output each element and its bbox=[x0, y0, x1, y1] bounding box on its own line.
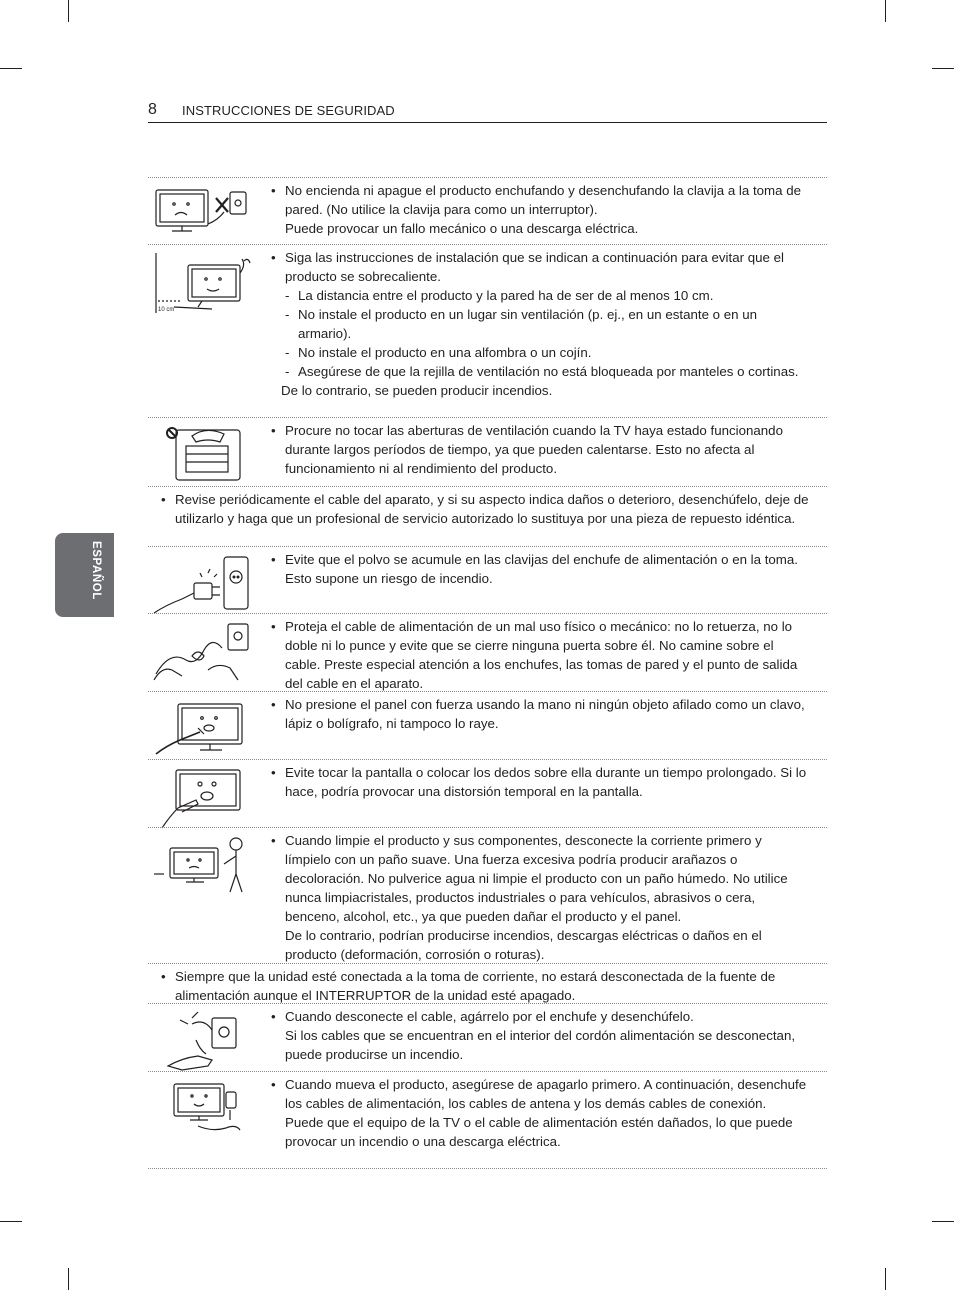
sub-item: - No instale el producto en un lugar sin ventilación (p. ej., en un estante o en un armario). bbox=[271, 305, 811, 343]
safety-item bbox=[148, 963, 827, 1003]
safety-item bbox=[148, 613, 827, 691]
bullet-text: • Cuando limpie el producto y sus componentes, desconecte la corriente primero y límpielo con un paño suave. Una fuerza excesiva podría producir arañazos o decoloración. No pulverice agua ni limpie el producto con un paño húmedo. No utilice nunca limpiacristales, productos industriales o para vehículos, abrasivos o cera, benceno, alcohol, etc., ya que pueden dañar el producto y el panel. bbox=[271, 831, 811, 926]
page-number: 8 bbox=[148, 101, 157, 118]
sub-item: - La distancia entre el producto y la pared ha de ser de al menos 10 cm. bbox=[271, 286, 811, 305]
safety-item bbox=[148, 417, 827, 486]
item-text bbox=[271, 248, 811, 400]
safety-item bbox=[148, 759, 827, 827]
crop-mark bbox=[932, 1221, 954, 1222]
bullet-text: • Cuando desconecte el cable, agárrelo por el enchufe y desenchúfelo. bbox=[271, 1007, 811, 1026]
cable-twist-hands-icon bbox=[152, 620, 252, 690]
finger-on-screen-icon bbox=[152, 766, 252, 830]
bullet-text: • Revise periódicamente el cable del aparato, y si su aspecto indica daños o deterioro, desenchúfelo, deje de utilizarlo y haga que un profesional de servicio autorizado lo sustituya por una pieza de repuesto idéntica. bbox=[161, 490, 821, 528]
safety-item bbox=[148, 1003, 827, 1071]
item-text bbox=[161, 967, 821, 1005]
plug-dust-icon bbox=[152, 553, 252, 615]
safety-item bbox=[148, 546, 827, 613]
safety-item bbox=[148, 827, 827, 963]
crop-mark bbox=[0, 1221, 22, 1222]
tv-disconnected-cables-icon bbox=[152, 1078, 252, 1138]
safety-item bbox=[148, 1071, 827, 1169]
bullet-text: • Siga las instrucciones de instalación que se indican a continuación para evitar que el producto se sobrecaliente. bbox=[271, 248, 811, 286]
language-tab-label: ESPAÑOL bbox=[90, 541, 102, 600]
crop-mark bbox=[932, 68, 954, 69]
safety-item bbox=[148, 244, 827, 417]
safety-item bbox=[148, 177, 827, 244]
item-text bbox=[271, 695, 811, 733]
vent-cover-prohibited-icon bbox=[152, 424, 252, 484]
tail-text: De lo contrario, se pueden producir incendios. bbox=[281, 383, 553, 398]
note-text: Si los cables que se encuentran en el interior del cordón alimentación se desconectan, puede producirse un incendio. bbox=[285, 1028, 796, 1062]
item-text bbox=[271, 550, 811, 588]
page-header bbox=[148, 100, 827, 123]
safety-item bbox=[148, 691, 827, 759]
item-text bbox=[271, 617, 811, 693]
crop-mark bbox=[68, 1268, 69, 1290]
bullet-text: • Evite tocar la pantalla o colocar los dedos sobre ella durante un tiempo prolongado. Si lo hace, podría provocar una distorsión temporal en la pantalla. bbox=[271, 763, 811, 801]
person-cleaning-tv-icon bbox=[152, 834, 252, 894]
note-text: Esto supone un riesgo de incendio. bbox=[285, 571, 493, 586]
section-title: INSTRUCCIONES DE SEGURIDAD bbox=[182, 103, 395, 118]
crop-mark bbox=[885, 1268, 886, 1290]
tv-wall-ventilation-icon bbox=[152, 251, 252, 317]
note-text: Puede provocar un fallo mecánico o una descarga eléctrica. bbox=[285, 221, 639, 236]
note-text: De lo contrario, podrían producirse incendios, descargas eléctricas o daños en el producto (deformación, corrosión o roturas). bbox=[285, 928, 762, 962]
crop-mark bbox=[0, 68, 22, 69]
item-text bbox=[271, 1075, 811, 1151]
item-text bbox=[271, 831, 811, 964]
distance-label: 10 cm bbox=[158, 307, 175, 313]
crop-mark bbox=[885, 0, 886, 22]
sub-item: - Asegúrese de que la rejilla de ventilación no está bloqueada por manteles o cortinas. bbox=[271, 362, 811, 381]
sub-item: - No instale el producto en una alfombra o un cojín. bbox=[271, 343, 811, 362]
item-text bbox=[271, 1007, 811, 1064]
bullet-text: • Procure no tocar las aberturas de ventilación cuando la TV haya estado funcionando durante largos períodos de tiempo, ya que pueden calentarse. Esto no afecta al funcionamiento ni al rendimiento del producto. bbox=[271, 421, 811, 478]
item-text bbox=[161, 490, 821, 528]
bullet-text: • Proteja el cable de alimentación de un mal uso físico o mecánico: no lo retuerza, no lo doble ni lo punce y evite que se cierre ninguna puerta sobre él. No camine sobre el cable. Preste especial atención a los enchufes, las tomas de pared y el punto de salida del cable en el aparato. bbox=[271, 617, 811, 693]
item-text bbox=[271, 421, 811, 478]
bullet-text: • Cuando mueva el producto, asegúrese de apagarlo primero. A continuación, desenchufe los cables de alimentación, los cables de antena y los demás cables de conexión. bbox=[271, 1075, 811, 1113]
note-text: Puede que el equipo de la TV o el cable de alimentación estén dañados, lo que puede provocar un incendio o una descarga eléctrica. bbox=[285, 1115, 793, 1149]
item-text bbox=[271, 181, 811, 238]
language-tab bbox=[55, 533, 114, 617]
bullet-text: • Evite que el polvo se acumule en las clavijas del enchufe de alimentación o en la toma. bbox=[271, 550, 811, 569]
crop-mark bbox=[68, 0, 69, 22]
hand-pulling-plug-icon bbox=[152, 1010, 252, 1074]
bullet-text: • No encienda ni apague el producto enchufando y desenchufando la clavija a la toma de pared. (No utilice la clavija para como un interruptor). bbox=[271, 181, 811, 219]
item-text bbox=[271, 763, 811, 801]
bullet-text: • No presione el panel con fuerza usando la mano ni ningún objeto afilado como un clavo, lápiz o bolígrafo, ni tampoco lo raye. bbox=[271, 695, 811, 733]
tv-pressed-with-object-icon bbox=[152, 698, 252, 758]
safety-item bbox=[148, 486, 827, 546]
tv-plug-warning-icon bbox=[152, 184, 252, 234]
bullet-text: • Siempre que la unidad esté conectada a la toma de corriente, no estará desconectada de la fuente de alimentación aunque el INTERRUPTOR de la unidad esté apagado. bbox=[161, 967, 821, 1005]
